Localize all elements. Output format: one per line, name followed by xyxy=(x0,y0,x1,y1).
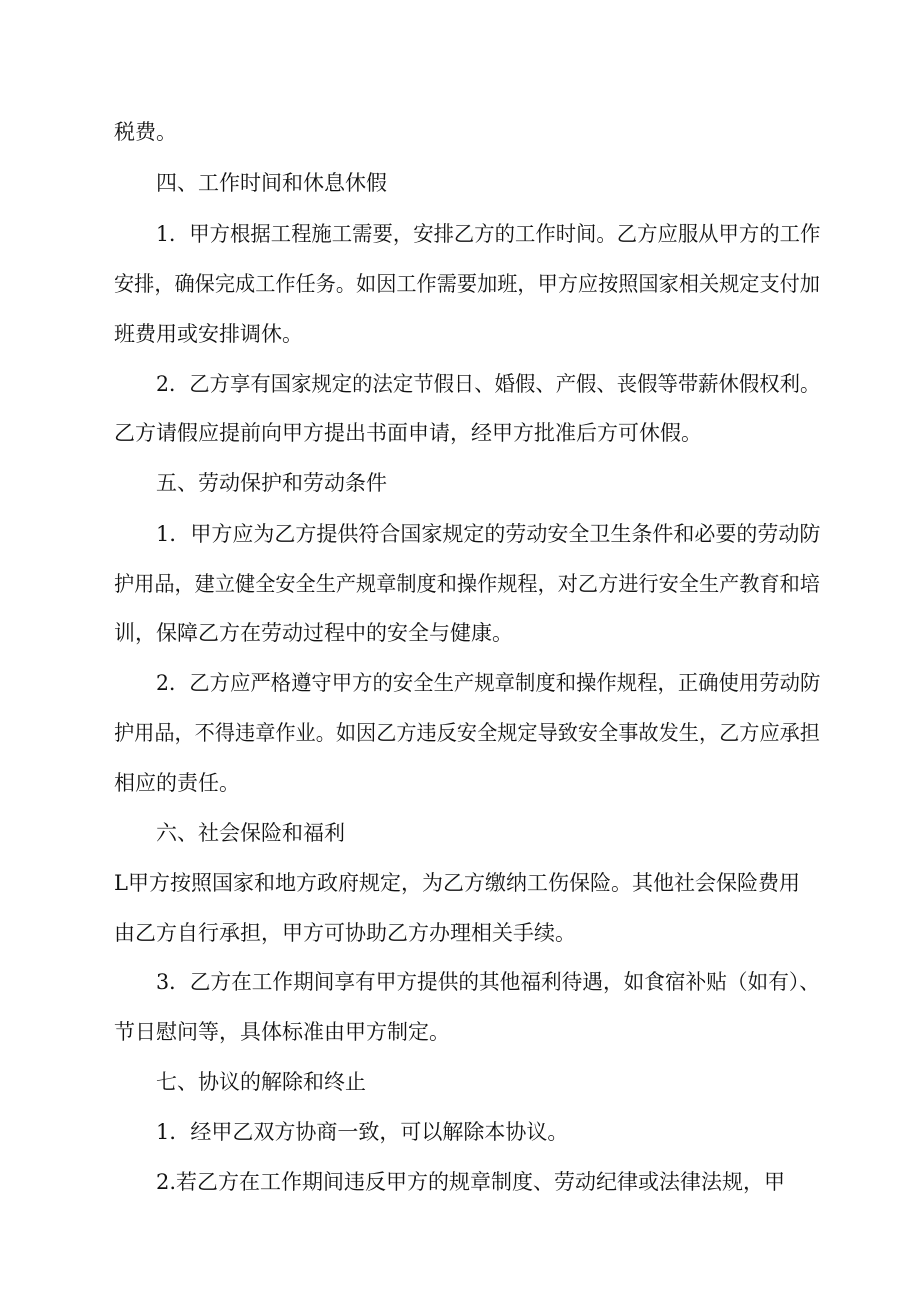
section-heading: 七、协议的解除和终止 xyxy=(156,1070,366,1094)
text-line: 训，保障乙方在劳动过程中的安全与健康。 xyxy=(114,621,513,645)
text-line: L甲方按照国家和地方政府规定，为乙方缴纳工伤保险。其他社会保险费用 xyxy=(114,871,800,895)
text-line: 2．乙方享有国家规定的法定节假日、婚假、产假、丧假等带薪休假权利。 xyxy=(156,372,821,396)
text-line: 1．甲方应为乙方提供符合国家规定的劳动安全卫生条件和必要的劳动防 xyxy=(156,522,821,546)
text-line: 税费。 xyxy=(114,120,177,144)
text-line: 乙方请假应提前向甲方提出书面申请，经甲方批准后方可休假。 xyxy=(114,421,702,445)
text-line: 2．乙方应严格遵守甲方的安全生产规章制度和操作规程，正确使用劳动防 xyxy=(156,671,821,695)
text-line: 班费用或安排调休。 xyxy=(114,322,303,346)
section-heading: 六、社会保险和福利 xyxy=(156,821,345,845)
text-line: 3．乙方在工作期间享有甲方提供的其他福利待遇，如食宿补贴（如有）、 xyxy=(156,970,820,994)
section-heading: 五、劳动保护和劳动条件 xyxy=(156,471,387,495)
text-line: 相应的责任。 xyxy=(114,771,240,795)
section-heading: 四、工作时间和休息休假 xyxy=(156,171,387,195)
text-line: 节日慰问等，具体标准由甲方制定。 xyxy=(114,1020,450,1044)
text-line: 护用品，建立健全安全生产规章制度和操作规程，对乙方进行安全生产教育和培 xyxy=(114,572,820,596)
text-line: 护用品，不得违章作业。如因乙方违反安全规定导致安全事故发生，乙方应承担 xyxy=(114,721,820,745)
text-line: 2.若乙方在工作期间违反甲方的规章制度、劳动纪律或法律法规，甲 xyxy=(156,1170,786,1194)
text-line: 1．经甲乙双方协商一致，可以解除本协议。 xyxy=(156,1120,569,1144)
text-line: 1．甲方根据工程施工需要，安排乙方的工作时间。乙方应服从甲方的工作 xyxy=(156,222,821,246)
text-line: 由乙方自行承担，甲方可协助乙方办理相关手续。 xyxy=(114,921,576,945)
text-line: 安排，确保完成工作任务。如因工作需要加班，甲方应按照国家相关规定支付加 xyxy=(114,272,820,296)
